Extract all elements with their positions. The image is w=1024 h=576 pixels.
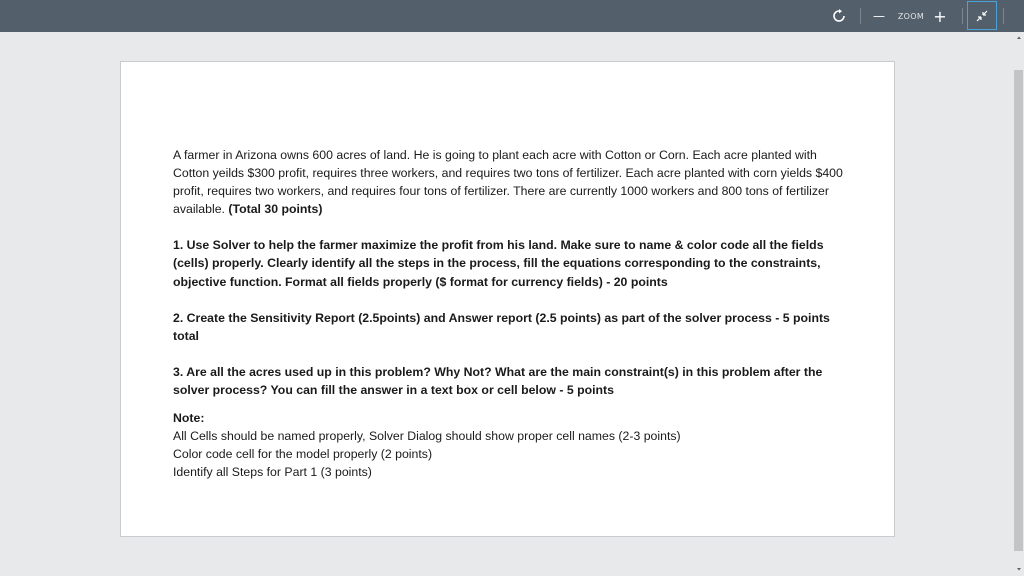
- toolbar-divider: [962, 8, 963, 24]
- intro-paragraph: [173, 146, 845, 218]
- question-2: 2. Create the Sensitivity Report (2.5points) and Answer report (2.5 points) as part of the solver process - 5 points total: [173, 310, 830, 343]
- zoom-out-icon: —: [873, 9, 885, 23]
- viewer-toolbar: [0, 0, 1024, 32]
- document-page: [120, 61, 895, 537]
- scrollbar-thumb[interactable]: [1014, 70, 1023, 551]
- toolbar-divider: [860, 8, 861, 24]
- note-title: Note:: [173, 411, 205, 426]
- zoom-out-button[interactable]: [871, 0, 887, 32]
- scroll-up-arrow-icon[interactable]: [1014, 33, 1024, 43]
- note-line: Identify all Steps for Part 1 (3 points): [173, 465, 372, 480]
- refresh-icon: [832, 9, 846, 23]
- question-3: 3. Are all the acres used up in this problem? Why Not? What are the main constraint(s) in this problem after the solver process? You can fill the answer in a text box or cell below - 5 points: [173, 364, 823, 397]
- intro-total-points: (Total 30 points): [228, 202, 323, 217]
- zoom-in-button[interactable]: [932, 0, 948, 32]
- question-1: 1. Use Solver to help the farmer maximize the profit from his land. Make sure to name & color code all the fields (cells) properly. Clearly identify all the steps in the process, fill the equations corresponding to the constraints, objective function. Format all fields properly ($ format for currency fields) - 20 points: [173, 238, 824, 289]
- note-line: Color code cell for the model properly (2 points): [173, 447, 433, 462]
- toolbar-divider: [1003, 8, 1004, 24]
- document-content: [173, 146, 845, 481]
- refresh-button[interactable]: [828, 0, 850, 32]
- exit-fullscreen-icon: [976, 10, 988, 22]
- note-line: All Cells should be named properly, Solver Dialog should show proper cell names (2-3 points): [173, 429, 681, 444]
- exit-fullscreen-button[interactable]: [967, 1, 997, 30]
- intro-text: A farmer in Arizona owns 600 acres of land. He is going to plant each acre with Cotton or Corn. Each acre planted with Cotton yeilds $300 profit, requires three workers, and requires two tons of fertilizer. Each acre planted with corn yields $400 profit, requires two workers, and requires four tons of fertilizer. There are currently 1000 workers and 800 tons of fertilizer available.: [173, 148, 843, 217]
- scroll-down-arrow-icon[interactable]: [1014, 564, 1024, 574]
- zoom-in-icon: +: [933, 6, 947, 26]
- zoom-label: ZOOM: [897, 11, 925, 21]
